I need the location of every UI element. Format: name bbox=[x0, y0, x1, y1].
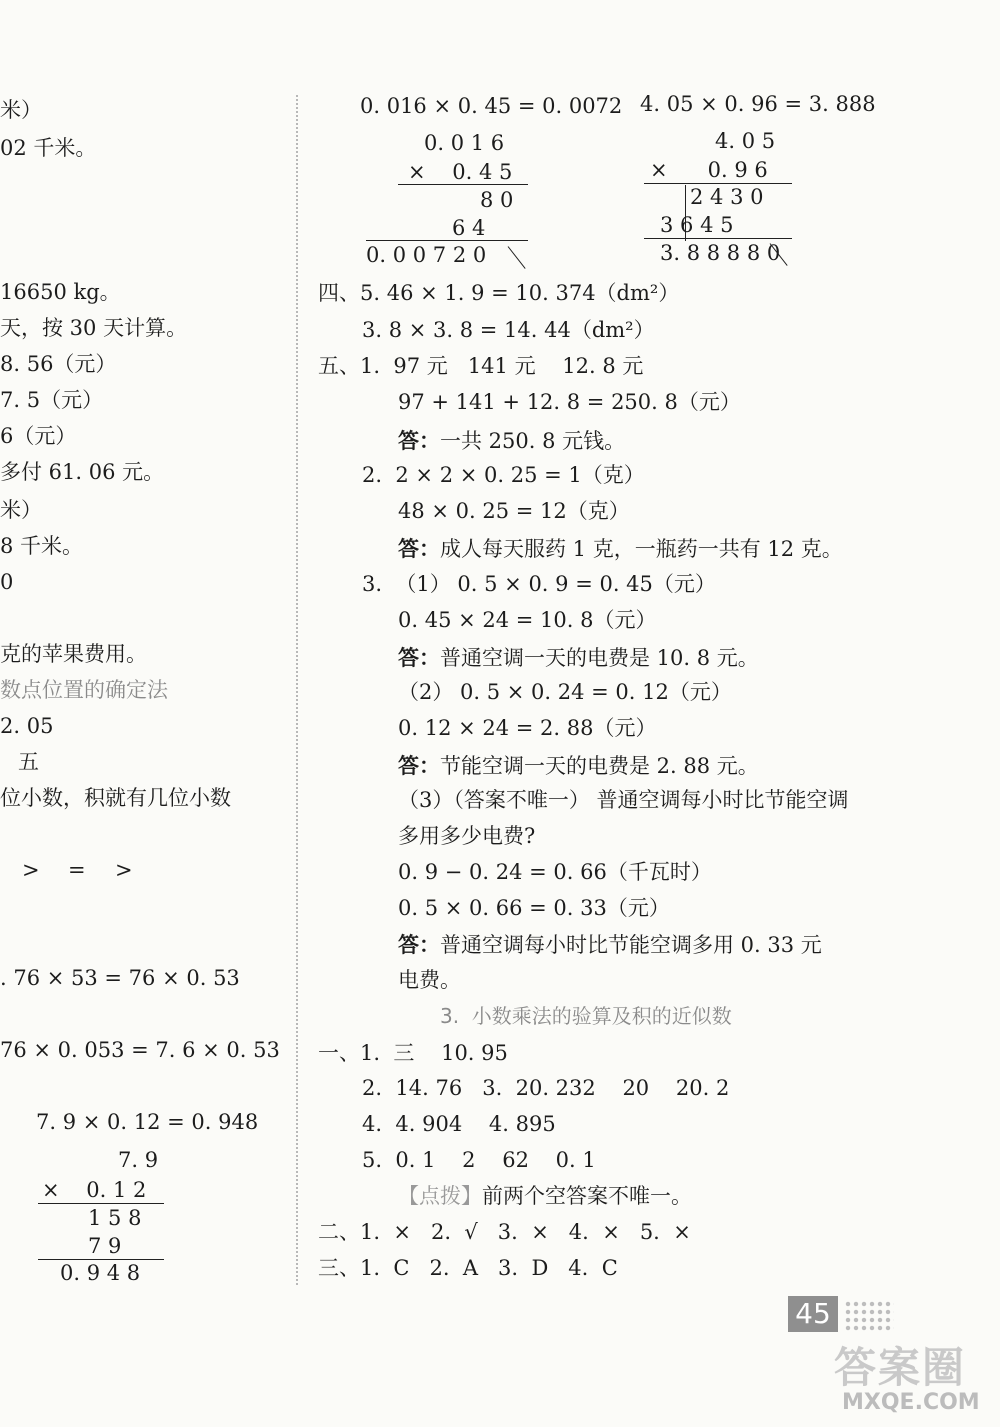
vertical-calc-row: 8 0 bbox=[480, 188, 514, 212]
vertical-calc-row: 6 4 bbox=[452, 216, 486, 240]
answer-text: 成人每天服药 1 克，一瓶药一共有 12 克。 bbox=[440, 537, 843, 561]
answer-line bbox=[398, 430, 625, 452]
watermark-logo: 答案圈 bbox=[834, 1343, 967, 1392]
answer-line: 3. （1） 0. 5 × 0. 9 = 0. 45（元） bbox=[362, 572, 716, 596]
left-line: 位小数，积就有几位小数 bbox=[0, 786, 231, 810]
left-line: 76 × 0. 053 = 7. 6 × 0. 53 bbox=[0, 1038, 280, 1062]
hint-text: 前两个空答案不唯一。 bbox=[482, 1184, 692, 1208]
vertical-calc-row: 4. 0 5 bbox=[715, 129, 776, 153]
vertical-calc-row: 0. 0 1 6 bbox=[424, 131, 505, 155]
compare-symbol: = bbox=[68, 858, 86, 882]
left-line: 多付 61. 06 元。 bbox=[0, 460, 165, 484]
vertical-calc-row: 0. 0 0 7 2 0 bbox=[366, 243, 487, 267]
answer-label: 答： bbox=[398, 536, 440, 561]
answer-line: （3）（答案不唯一） 普通空调每小时比节能空调 bbox=[398, 788, 849, 812]
left-line: 7. 9 × 0. 12 = 0. 948 bbox=[36, 1110, 259, 1134]
answer-line: 5. 0. 1 2 62 0. 1 bbox=[362, 1148, 596, 1172]
answer-line: 2. 14. 76 3. 20. 232 20 20. 2 bbox=[362, 1076, 730, 1100]
answer-line: 二、1. × 2. √ 3. × 4. × 5. × bbox=[318, 1220, 691, 1244]
answer-line bbox=[398, 538, 843, 560]
answer-line: （2） 0. 5 × 0. 24 = 0. 12（元） bbox=[398, 680, 732, 704]
answer-text: 普通空调每小时比节能空调多用 0. 33 元 bbox=[440, 933, 822, 957]
calc-rule bbox=[38, 1259, 164, 1260]
left-line: 0 bbox=[0, 570, 14, 594]
left-line-heading: 数点位置的确定法 bbox=[0, 678, 168, 702]
vertical-calc-row: 3. 8 8 8 8 0 bbox=[660, 241, 781, 265]
equation: 0. 016 × 0. 45 = 0. 0072 bbox=[360, 94, 623, 118]
left-line: 8 千米。 bbox=[0, 534, 84, 558]
equation: 4. 05 × 0. 96 = 3. 888 bbox=[640, 92, 876, 116]
compare-symbol: > bbox=[115, 858, 133, 882]
answer-line: 五、1. 97 元 141 元 12. 8 元 bbox=[318, 354, 644, 378]
vertical-calc-row: 2 4 3 0 bbox=[690, 185, 764, 209]
vertical-calc-row: × 0. 9 6 bbox=[650, 158, 768, 182]
answer-line: 3. 8 × 3. 8 = 14. 44（dm²） bbox=[362, 318, 655, 342]
left-line: 米） bbox=[0, 498, 42, 522]
answer-line: 0. 45 × 24 = 10. 8（元） bbox=[398, 608, 657, 632]
calc-rule bbox=[644, 238, 792, 239]
strike-mark bbox=[508, 246, 526, 269]
vertical-calc-row: 7 9 bbox=[88, 1234, 122, 1258]
calc-rule bbox=[644, 183, 792, 184]
left-line: . 76 × 53 = 76 × 0. 53 bbox=[0, 966, 240, 990]
answer-line: 电费。 bbox=[398, 968, 461, 992]
left-line: 16650 kg。 bbox=[0, 280, 121, 304]
answer-text: 一共 250. 8 元钱。 bbox=[440, 429, 626, 453]
vertical-calc-row: 1 5 8 bbox=[88, 1206, 142, 1230]
answer-line: 97 + 141 + 12. 8 = 250. 8（元） bbox=[398, 390, 741, 414]
vertical-calc-row: 0. 9 4 8 bbox=[60, 1261, 141, 1285]
left-line: 2. 05 bbox=[0, 714, 54, 738]
answer-line: 三、1. C 2. A 3. D 4. C bbox=[318, 1256, 618, 1280]
answer-line: 0. 5 × 0. 66 = 0. 33（元） bbox=[398, 896, 670, 920]
answer-label: 答： bbox=[398, 645, 440, 670]
vertical-calc-row: 7. 9 bbox=[118, 1148, 159, 1172]
left-line: 7. 5（元） bbox=[0, 388, 104, 412]
answer-line: 2. 2 × 2 × 0. 25 = 1（克） bbox=[362, 463, 645, 487]
section-heading: 3. 小数乘法的验算及积的近似数 bbox=[440, 1004, 732, 1028]
page-number: 45 bbox=[788, 1296, 838, 1332]
vertical-calc-row: × 0. 4 5 bbox=[408, 160, 513, 184]
answer-label: 答： bbox=[398, 932, 440, 957]
vertical-calc-row: × 0. 1 2 bbox=[42, 1178, 147, 1202]
dots-decoration bbox=[844, 1300, 894, 1332]
answer-line: 4. 4. 904 4. 895 bbox=[362, 1112, 556, 1136]
answer-text: 节能空调一天的电费是 2. 88 元。 bbox=[440, 754, 759, 778]
answer-line bbox=[398, 1186, 692, 1207]
answer-line: 多用多少电费? bbox=[398, 824, 536, 848]
watermark-url: MXQE.COM bbox=[842, 1390, 980, 1415]
vertical-calc-row: 3 6 4 5 bbox=[660, 213, 734, 237]
answer-line: 0. 9 − 0. 24 = 0. 66（千瓦时） bbox=[398, 860, 712, 884]
left-line: 五 bbox=[18, 750, 39, 774]
answer-label: 答： bbox=[398, 753, 440, 778]
calc-rule bbox=[398, 184, 528, 185]
left-line: 米） bbox=[0, 98, 42, 122]
compare-symbol: > bbox=[22, 858, 40, 882]
answer-line bbox=[398, 755, 759, 777]
hint-label: 【点拨】 bbox=[398, 1184, 482, 1208]
answer-line: 一、1. 三 10. 95 bbox=[318, 1041, 508, 1065]
calc-rule bbox=[366, 240, 528, 241]
left-line: 8. 56（元） bbox=[0, 352, 117, 376]
answer-line bbox=[398, 934, 822, 956]
left-line: 克的苹果费用。 bbox=[0, 642, 147, 666]
left-line: 天，按 30 天计算。 bbox=[0, 316, 188, 340]
answer-line: 0. 12 × 24 = 2. 88（元） bbox=[398, 716, 657, 740]
column-divider bbox=[296, 95, 298, 1285]
answer-label: 答： bbox=[398, 428, 440, 453]
answer-text: 普通空调一天的电费是 10. 8 元。 bbox=[440, 646, 759, 670]
calc-rule bbox=[38, 1203, 164, 1204]
left-line: 6（元） bbox=[0, 424, 77, 448]
answer-line bbox=[398, 647, 759, 669]
answer-line: 四、5. 46 × 1. 9 = 10. 374（dm²） bbox=[318, 281, 680, 305]
left-line: 02 千米。 bbox=[0, 136, 97, 160]
answer-line: 48 × 0. 25 = 12（克） bbox=[398, 499, 630, 523]
